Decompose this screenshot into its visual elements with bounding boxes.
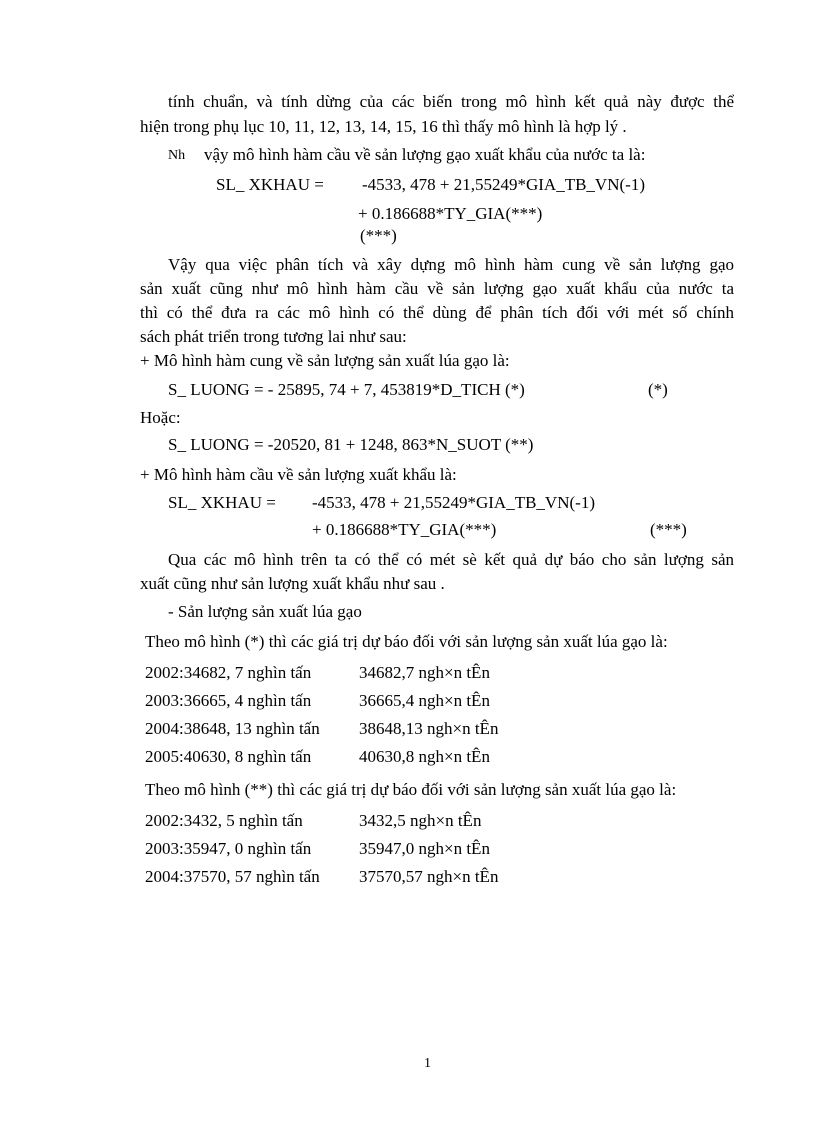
forecast-value: 2004:38648, 13 nghìn tấn [145, 719, 320, 738]
paragraph-line: thì có thể đưa ra các mô hình có thể dùng để phân tích đối với mét số chính [140, 303, 734, 322]
equation-rhs: -4533, 478 + 21,55249*GIA_TB_VN(-1) [312, 493, 595, 512]
equation-rhs: + 0.186688*TY_GIA(***) [312, 520, 497, 539]
forecast-value: 36665,4 ngh×n tÊn [359, 691, 490, 710]
forecast-value: 34682,7 ngh×n tÊn [359, 663, 490, 682]
equation: S_ LUONG = - 25895, 74 + 7, 453819*D_TICH (*) [168, 380, 525, 399]
forecast-value: 2002:3432, 5 nghìn tấn [145, 811, 303, 830]
section-heading: + Mô hình hàm cầu về sản lượng xuất khẩu là: [140, 465, 457, 484]
paragraph-line: Vậy qua việc phân tích và xây dựng mô hình hàm cung về sản lượng gạo [168, 255, 734, 274]
equation-lhs: SL_ XKHAU = [168, 493, 276, 512]
equation-rhs: -4533, 478 + 21,55249*GIA_TB_VN(-1) [362, 175, 645, 194]
forecast-value: 2005:40630, 8 nghìn tấn [145, 747, 312, 766]
equation-tag: (***) [360, 226, 397, 245]
forecast-value: 37570,57 ngh×n tÊn [359, 867, 499, 886]
paragraph-line: Theo mô hình (**) thì các giá trị dự báo đối với sản lượng sản xuất lúa gạo là: [145, 780, 677, 799]
section-bullet: - Sản lượng sản xuất lúa gạo [168, 602, 362, 621]
paragraph-line: sách phát triển trong tương lai như sau: [140, 327, 407, 346]
page-number: 1 [424, 1056, 431, 1071]
equation-tag: (*) [648, 380, 668, 399]
paragraph-line: sản xuất cũng như mô hình hàm cầu về sản lượng gạo xuất khẩu của nước ta [140, 279, 734, 298]
forecast-value: 3432,5 ngh×n tÊn [359, 811, 482, 830]
paragraph-line: Qua các mô hình trên ta có thể có mét sè kết quả dự báo cho sản lượng sản [168, 550, 734, 569]
forecast-value: 38648,13 ngh×n tÊn [359, 719, 499, 738]
forecast-value: 2002:34682, 7 nghìn tấn [145, 663, 312, 682]
text-line: Hoặc: [140, 408, 181, 427]
equation: S_ LUONG = -20520, 81 + 1248, 863*N_SUOT (**) [168, 435, 534, 454]
paragraph-line: vậy mô hình hàm cầu về sản lượng gạo xuất khẩu của nước ta là: [204, 145, 646, 164]
paragraph-line: tính chuẩn, và tính dừng của các biến trong mô hình kết quả này được thể [168, 92, 734, 111]
forecast-value: 35947,0 ngh×n tÊn [359, 839, 490, 858]
equation-tag: (***) [650, 520, 687, 539]
equation-rhs: + 0.186688*TY_GIA(***) [358, 204, 543, 223]
paragraph-line: xuất cũng như sản lượng xuất khẩu như sau . [140, 574, 445, 593]
forecast-value: 2003:36665, 4 nghìn tấn [145, 691, 312, 710]
forecast-value: 2003:35947, 0 nghìn tấn [145, 839, 312, 858]
forecast-value: 2004:37570, 57 nghìn tấn [145, 867, 320, 886]
paragraph-line: hiện trong phụ lục 10, 11, 12, 13, 14, 15, 16 thì thấy mô hình là hợp lý . [140, 117, 627, 136]
section-heading: + Mô hình hàm cung về sản lượng sản xuất lúa gạo là: [140, 351, 510, 370]
paragraph-line: Theo mô hình (*) thì các giá trị dự báo đối với sản lượng sản xuất lúa gạo là: [145, 632, 668, 651]
equation-lhs: SL_ XKHAU = [216, 175, 324, 194]
text-fragment: Nh [168, 148, 186, 163]
forecast-value: 40630,8 ngh×n tÊn [359, 747, 490, 766]
